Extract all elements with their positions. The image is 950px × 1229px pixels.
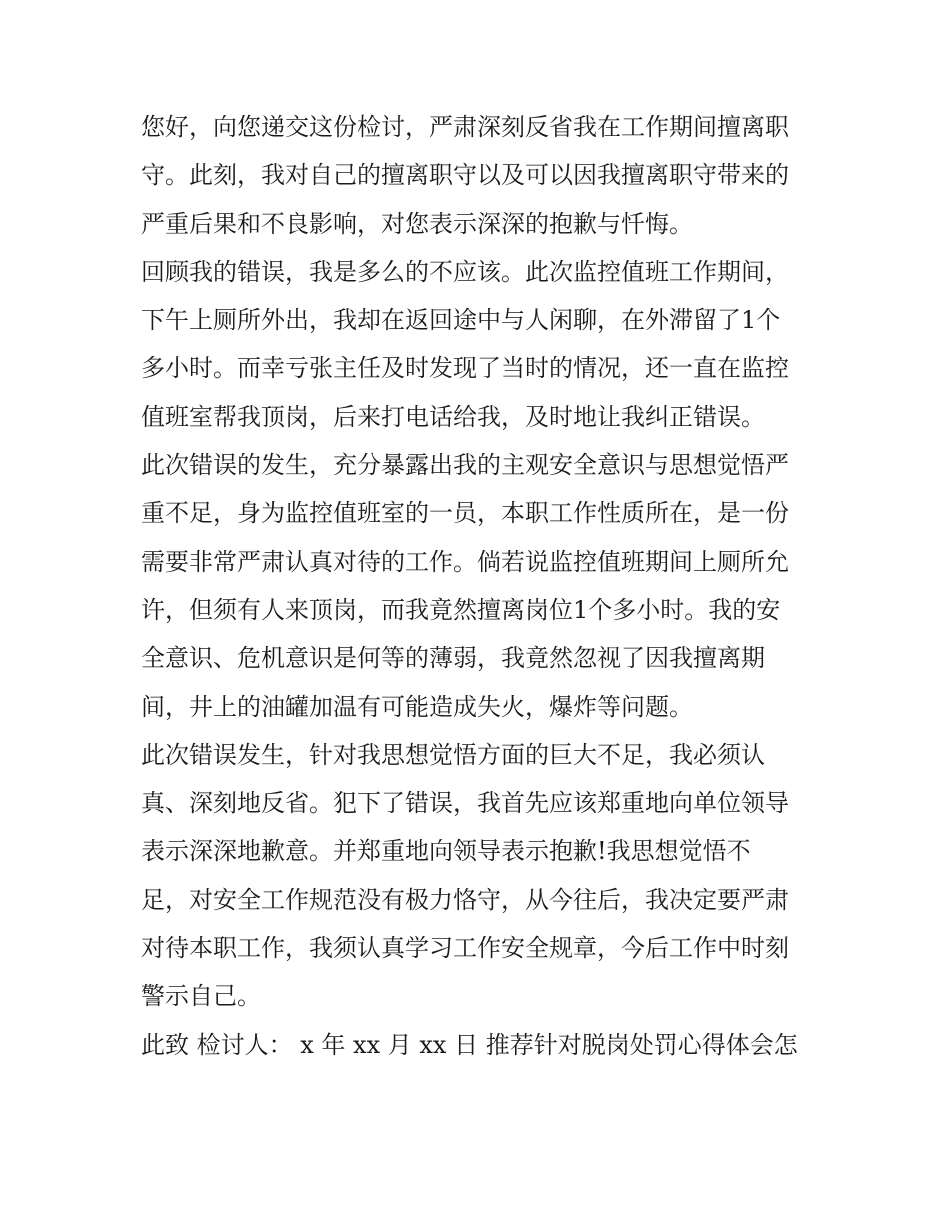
text-line: 全意识、危机意识是何等的薄弱，我竟然忽视了因我擅离期 [141,644,765,673]
text-line: 真、深刻地反省。犯下了错误，我首先应该郑重地向单位领导 [141,789,789,818]
text-line: 表示深深地歉意。并郑重地向领导表示抱歉!我思想觉悟不 [141,837,751,866]
text-line: 此次错误发生，针对我思想觉悟方面的巨大不足，我必须认 [141,740,765,769]
text-line: 值班室帮我顶岗，后来打电话给我，及时地让我纠正错误。 [141,402,765,431]
text-line: 下午上厕所外出，我却在返回途中与人闲聊，在外滞留了1个 [141,306,781,335]
text-line: 此致 检讨人： x 年 xx 月 xx 日 推荐针对脱岗处罚心得体会怎 [141,1030,798,1059]
text-line: 需要非常严肃认真对待的工作。倘若说监控值班期间上厕所允 [141,547,789,576]
text-line: 间，井上的油罐加温有可能造成失火，爆炸等问题。 [141,692,693,721]
text-line: 多小时。而幸亏张主任及时发现了当时的情况，还一直在监控 [141,354,789,383]
text-line: 对待本职工作，我须认真学习工作安全规章，今后工作中时刻 [141,934,789,963]
text-line: 重不足，身为监控值班室的一员，本职工作性质所在，是一份 [141,499,789,528]
text-line: 您好，向您递交这份检讨，严肃深刻反省我在工作期间擅离职 [141,113,789,141]
text-line: 足，对安全工作规范没有极力恪守，从今往后，我决定要严肃 [141,885,789,914]
text-line: 严重后果和不良影响，对您表示深深的抱歉与忏悔。 [141,209,693,238]
text-line: 警示自己。 [141,982,261,1011]
text-line: 许，但须有人来顶岗，而我竟然擅离岗位1个多小时。我的安 [141,595,781,624]
text-line: 此次错误的发生，充分暴露出我的主观安全意识与思想觉悟严 [141,451,789,480]
document-body [141,103,821,1069]
text-line: 回顾我的错误，我是多么的不应该。此次监控值班工作期间， [141,257,789,286]
text-line: 守。此刻，我对自己的擅离职守以及可以因我擅离职守带来的 [141,161,789,190]
